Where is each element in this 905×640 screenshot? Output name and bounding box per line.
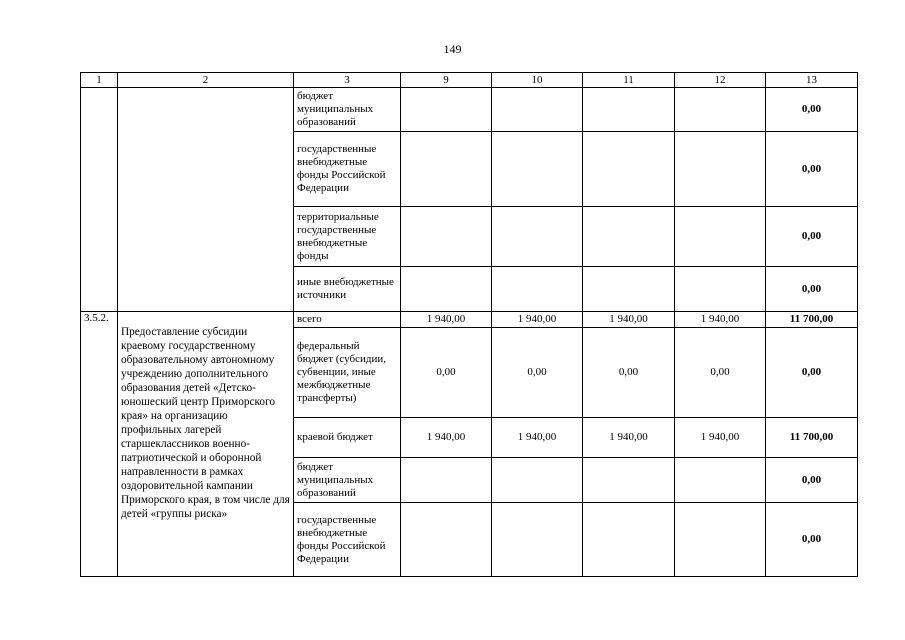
- item-description: Предоставление субсидии краевому государственному образовательному автономному учреждению дополнительного образования детей «Детско-юношеский центр Приморского края» на организацию профильных лагерей старшеклассников военно-патриотической и оборонной направленности в рамках оздоровительной кампании Приморского края, в том числе для детей «группы риска»: [118, 312, 294, 577]
- source-cell: федеральный бюджет (субсидии, субвенции, иные межбюджетные трансферты): [294, 328, 401, 418]
- value-cell: [492, 267, 583, 312]
- value-cell: 1 940,00: [583, 418, 675, 458]
- value-cell: 0,00: [583, 328, 675, 418]
- value-cell: [401, 88, 492, 132]
- total-cell: 0,00: [766, 207, 858, 267]
- value-cell: [401, 503, 492, 577]
- value-cell: 0,00: [492, 328, 583, 418]
- budget-table: [80, 72, 858, 577]
- value-cell: [583, 132, 675, 207]
- source-cell: всего: [294, 312, 401, 328]
- value-cell: [583, 458, 675, 503]
- source-cell: территориальные государственные внебюджетные фонды: [294, 207, 401, 267]
- value-cell: [401, 458, 492, 503]
- total-cell: 0,00: [766, 132, 858, 207]
- total-cell: 11 700,00: [766, 418, 858, 458]
- value-cell: [675, 503, 766, 577]
- source-cell: бюджет муниципальных образований: [294, 88, 401, 132]
- value-cell: [401, 267, 492, 312]
- header-cell: 2: [118, 73, 294, 88]
- description-cell-empty: [118, 88, 294, 312]
- value-cell: 1 940,00: [675, 418, 766, 458]
- source-cell: бюджет муниципальных образований: [294, 458, 401, 503]
- value-cell: [492, 132, 583, 207]
- value-cell: [492, 88, 583, 132]
- value-cell: 1 940,00: [492, 418, 583, 458]
- value-cell: [675, 207, 766, 267]
- value-cell: 1 940,00: [401, 312, 492, 328]
- header-cell: 1: [81, 73, 118, 88]
- value-cell: [492, 503, 583, 577]
- table-row: [81, 88, 858, 132]
- header-row: [81, 73, 858, 88]
- value-cell: [492, 458, 583, 503]
- value-cell: [583, 503, 675, 577]
- value-cell: [675, 458, 766, 503]
- header-cell: 13: [766, 73, 858, 88]
- value-cell: 0,00: [675, 328, 766, 418]
- value-cell: 1 940,00: [675, 312, 766, 328]
- value-cell: 1 940,00: [492, 312, 583, 328]
- value-cell: 1 940,00: [583, 312, 675, 328]
- header-cell: 11: [583, 73, 675, 88]
- header-cell: 9: [401, 73, 492, 88]
- table-row: [81, 312, 858, 328]
- page-number: 149: [443, 42, 462, 56]
- total-cell: 0,00: [766, 328, 858, 418]
- total-cell: 0,00: [766, 267, 858, 312]
- item-code: 3.5.2.: [81, 312, 118, 577]
- total-cell: 0,00: [766, 458, 858, 503]
- header-cell: 3: [294, 73, 401, 88]
- value-cell: [401, 207, 492, 267]
- code-cell-empty: [81, 88, 118, 312]
- header-cell: 10: [492, 73, 583, 88]
- source-cell: краевой бюджет: [294, 418, 401, 458]
- value-cell: [583, 207, 675, 267]
- value-cell: [401, 132, 492, 207]
- source-cell: иные внебюджетные источники: [294, 267, 401, 312]
- source-cell: государственные внебюджетные фонды Российской Федерации: [294, 503, 401, 577]
- value-cell: 0,00: [401, 328, 492, 418]
- value-cell: 1 940,00: [401, 418, 492, 458]
- total-cell: 0,00: [766, 88, 858, 132]
- value-cell: [675, 132, 766, 207]
- value-cell: [675, 88, 766, 132]
- total-cell: 0,00: [766, 503, 858, 577]
- value-cell: [492, 207, 583, 267]
- value-cell: [583, 88, 675, 132]
- value-cell: [583, 267, 675, 312]
- total-cell: 11 700,00: [766, 312, 858, 328]
- header-cell: 12: [675, 73, 766, 88]
- value-cell: [675, 267, 766, 312]
- source-cell: государственные внебюджетные фонды Российской Федерации: [294, 132, 401, 207]
